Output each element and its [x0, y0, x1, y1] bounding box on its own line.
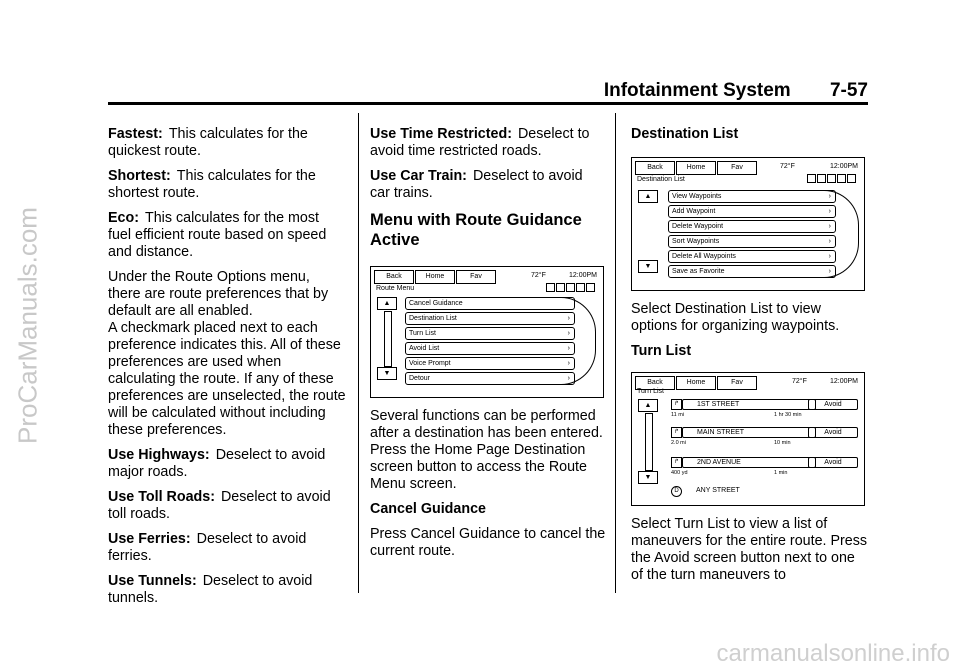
turn-row: [670, 399, 858, 421]
turn-distance: 11 mi: [671, 412, 685, 418]
back-tab: Back: [374, 270, 414, 284]
paragraph: Select Destination List to view options for organizing waypoints.: [631, 301, 840, 334]
term: Use Car Train:: [370, 168, 467, 184]
definition: Deselect to avoid time restricted roads.: [370, 126, 590, 159]
turn-row: [670, 457, 858, 479]
paragraph: [108, 168, 346, 202]
turn-arrow-icon: ↱: [671, 399, 682, 410]
column-divider: [615, 113, 616, 593]
scroll-down-icon: ▼: [377, 367, 397, 380]
definition: Deselect to avoid tunnels.: [108, 573, 313, 606]
term: Use Ferries:: [108, 531, 191, 547]
page-number: 7-57: [829, 80, 868, 101]
bezel-curve: [561, 297, 596, 385]
destination-icon: D: [671, 486, 682, 497]
definition: This calculates for the most fuel efficient route based on speed and distance.: [108, 210, 327, 260]
destination-street: ANY STREET: [696, 487, 740, 494]
turn-row: [670, 486, 858, 508]
turn-distance: 2.0 mi: [671, 440, 686, 446]
turn-arrow-icon: ↱: [671, 457, 682, 468]
screen-title: Route Menu: [376, 285, 415, 292]
turn-row: [670, 427, 858, 449]
section-title: Infotainment System: [603, 80, 791, 101]
fav-tab: Fav: [717, 376, 757, 390]
menu-item: Save as Favorite ›: [668, 265, 836, 278]
paragraph: [108, 126, 346, 160]
menu-item: Destination List ›: [405, 312, 575, 325]
paragraph: Select Turn List to view a list of maneuvers for the entire route. Press the Avoid screen button next to one of the turn maneuvers to: [631, 516, 868, 583]
bottom-watermark: carmanualsonline.info: [716, 640, 950, 667]
paragraph: [108, 489, 346, 523]
term: Use Time Restricted:: [370, 126, 512, 142]
home-tab: Home: [676, 161, 716, 175]
menu-item: Avoid List ›: [405, 342, 575, 355]
paragraph: [108, 447, 346, 481]
screen-title: Destination List: [637, 176, 685, 183]
back-tab: Back: [635, 161, 675, 175]
home-tab: Home: [415, 270, 455, 284]
page-header: [604, 80, 868, 102]
paragraph: [108, 210, 346, 261]
term: Eco:: [108, 210, 139, 226]
status-icons: [806, 174, 856, 183]
street-name: 1ST STREET: [682, 399, 816, 410]
screen-tabs: [374, 270, 497, 284]
menu-item: Add Waypoint ›: [668, 205, 836, 218]
paragraph: Press Cancel Guidance to cancel the current route.: [370, 526, 606, 559]
menu-item: Turn List ›: [405, 327, 575, 340]
column-3: [631, 126, 867, 584]
term: Shortest:: [108, 168, 171, 184]
avoid-button: Avoid: [808, 427, 858, 438]
term: Use Toll Roads:: [108, 489, 215, 505]
scroll-up-icon: ▲: [638, 399, 658, 412]
turn-distance: 400 yd: [671, 470, 688, 476]
definition: Deselect to avoid ferries.: [108, 531, 307, 564]
menu-item: Sort Waypoints ›: [668, 235, 836, 248]
subheading: Destination List: [631, 126, 739, 142]
subheading: Cancel Guidance: [370, 501, 487, 517]
section-heading: Menu with Route Guidance Active: [370, 211, 582, 249]
side-watermark: ProCarManuals.com: [12, 207, 43, 444]
menu-item: Detour ›: [405, 372, 575, 385]
term: Use Highways:: [108, 447, 210, 463]
term: Use Tunnels:: [108, 573, 197, 589]
definition: Deselect to avoid toll roads.: [108, 489, 331, 522]
clock: 12:00PM: [829, 378, 858, 385]
avoid-button: Avoid: [808, 457, 858, 468]
street-name: 2ND AVENUE: [682, 457, 816, 468]
menu-item: Voice Prompt ›: [405, 357, 575, 370]
definition: Deselect to avoid car trains.: [370, 168, 583, 201]
header-rule: [108, 102, 868, 105]
turn-arrow-icon: ↱: [671, 427, 682, 438]
menu-item: Delete Waypoint ›: [668, 220, 836, 233]
menu-item: Delete All Waypoints ›: [668, 250, 836, 263]
back-tab: Back: [635, 376, 675, 390]
destination-list-screen: [631, 157, 865, 291]
scroll-down-icon: ▼: [638, 471, 658, 484]
paragraph: [370, 126, 606, 160]
definition: This calculates for the quickest route.: [108, 126, 308, 159]
column-2: [370, 126, 606, 568]
temperature: 72°F: [780, 163, 795, 170]
column-1: [108, 126, 346, 615]
turn-time: 1 min: [774, 470, 788, 476]
temperature: 72°F: [792, 378, 807, 385]
menu-item: View Waypoints ›: [668, 190, 836, 203]
route-menu-screen: [370, 266, 604, 398]
paragraph: Several functions can be performed after a destination has been entered. Press the Home Page Destination screen button to access the Route Menu screen.: [370, 408, 603, 492]
fav-tab: Fav: [717, 161, 757, 175]
term: Fastest:: [108, 126, 163, 142]
scrollbar: [384, 311, 392, 367]
paragraph: [108, 573, 346, 607]
paragraph: [108, 531, 346, 565]
route-menu-list: [405, 297, 575, 387]
scroll-up-icon: ▲: [638, 190, 658, 203]
street-name: MAIN STREET: [682, 427, 816, 438]
avoid-button: Avoid: [808, 399, 858, 410]
screen-tabs: [635, 161, 758, 175]
paragraph: A checkmark placed next to each preference indicates this. All of these preferences are used when calculating the route. If any of these preferences are unselected, the route will be calculated without including these preferences.: [108, 320, 346, 438]
paragraph: Under the Route Options menu, there are route preferences that by default are all enabled.: [108, 269, 329, 319]
bezel-curve: [824, 190, 859, 278]
definition: Deselect to avoid major roads.: [108, 447, 326, 480]
home-tab: Home: [676, 376, 716, 390]
destination-menu-list: [668, 190, 836, 280]
paragraph: [370, 168, 606, 202]
scroll-up-icon: ▲: [377, 297, 397, 310]
temperature: 72°F: [531, 272, 546, 279]
screen-title: Turn List: [637, 388, 664, 395]
scroll-down-icon: ▼: [638, 260, 658, 273]
definition: This calculates for the shortest route.: [108, 168, 316, 201]
scrollbar: [645, 413, 653, 471]
turn-time: 1 hr 30 min: [774, 412, 802, 418]
fav-tab: Fav: [456, 270, 496, 284]
menu-item: Cancel Guidance: [405, 297, 575, 310]
turn-list-screen: [631, 372, 865, 506]
turn-time: 10 min: [774, 440, 791, 446]
clock: 12:00PM: [829, 163, 858, 170]
column-divider: [358, 113, 359, 593]
status-icons: [545, 283, 595, 292]
clock: 12:00PM: [568, 272, 597, 279]
subheading: Turn List: [631, 343, 692, 359]
